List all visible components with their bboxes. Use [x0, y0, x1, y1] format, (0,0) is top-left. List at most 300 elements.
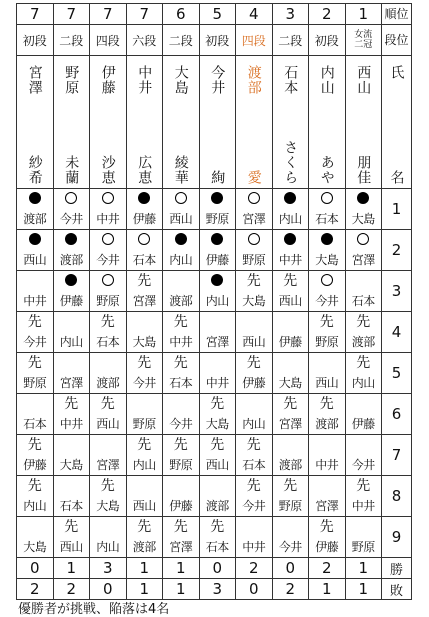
first-move-mark: 先 — [283, 396, 298, 412]
rank-cell — [17, 4, 54, 25]
round-number-cell — [382, 189, 412, 230]
player-given: 沙恵 — [99, 155, 116, 185]
player-surname: 西山 — [355, 65, 372, 95]
losses-cell — [90, 579, 127, 600]
first-move-mark: 先 — [246, 437, 261, 453]
round-number-cell — [382, 517, 412, 558]
result-cell — [236, 271, 273, 312]
opponent-name: 野原 — [242, 253, 266, 267]
black-circle-icon — [29, 192, 41, 204]
opponent-name: 大島 — [205, 417, 229, 431]
opponent-name: 宮澤 — [132, 294, 156, 308]
opponent-name: 渡部 — [315, 417, 339, 431]
opponent-name: 渡部 — [132, 540, 156, 554]
opponent-name: 石本 — [351, 294, 375, 308]
dan-value: 四段 — [95, 33, 120, 48]
result-cell — [17, 435, 54, 476]
player-given: 綾華 — [172, 155, 189, 185]
result-cell — [272, 394, 309, 435]
losses-label: 敗 — [389, 583, 403, 599]
opponent-name: 中井 — [242, 540, 266, 554]
wins-cell — [272, 558, 309, 579]
losses-cell — [53, 579, 90, 600]
result-cell — [163, 230, 200, 271]
losses-value: 0 — [248, 580, 259, 598]
first-move-mark: 先 — [356, 314, 371, 330]
rank-value: 2 — [321, 5, 332, 23]
round-number: 5 — [391, 364, 402, 382]
black-circle-icon — [211, 233, 223, 245]
round-row — [17, 476, 412, 517]
result-cell — [90, 353, 127, 394]
name-cell — [53, 56, 90, 189]
result-cell — [199, 271, 236, 312]
opponent-name: 中井 — [59, 417, 83, 431]
first-move-mark: 先 — [100, 314, 115, 330]
white-circle-icon — [357, 233, 369, 245]
result-cell — [17, 476, 54, 517]
losses-cell — [236, 579, 273, 600]
result-cell — [163, 312, 200, 353]
round-number-cell — [382, 353, 412, 394]
dan-cell — [163, 25, 200, 56]
losses-value: 1 — [175, 580, 186, 598]
wins-cell — [163, 558, 200, 579]
result-cell — [126, 394, 163, 435]
win-mark-icon — [309, 233, 345, 248]
wins-value: 2 — [248, 559, 259, 577]
wins-value: 1 — [358, 559, 369, 577]
name-cell — [126, 56, 163, 189]
rank-header — [382, 4, 412, 25]
result-cell — [236, 517, 273, 558]
result-cell — [126, 353, 163, 394]
result-cell — [199, 517, 236, 558]
opponent-name: 伊藤 — [59, 294, 83, 308]
losses-value: 2 — [285, 580, 296, 598]
first-move-mark: 先 — [27, 355, 42, 371]
player-given: 朋佳 — [355, 155, 372, 185]
result-cell — [90, 230, 127, 271]
result-cell — [309, 353, 346, 394]
opponent-name: 大島 — [278, 376, 302, 390]
losses-cell — [17, 579, 54, 600]
result-cell — [236, 476, 273, 517]
dan-row — [17, 25, 412, 56]
result-cell — [199, 189, 236, 230]
rank-value: 4 — [248, 5, 259, 23]
opponent-name: 石本 — [132, 253, 156, 267]
result-cell — [272, 230, 309, 271]
loss-mark-icon — [127, 233, 163, 248]
result-cell — [236, 230, 273, 271]
white-circle-icon — [138, 233, 150, 245]
result-cell — [272, 312, 309, 353]
opponent-name: 野原 — [169, 458, 193, 472]
result-cell — [17, 189, 54, 230]
result-cell — [345, 230, 382, 271]
dan-cell — [53, 25, 90, 56]
player-given: 愛 — [245, 170, 262, 185]
opponent-name: 大島 — [242, 294, 266, 308]
rank-cell — [309, 4, 346, 25]
result-cell — [345, 435, 382, 476]
opponent-name: 大島 — [96, 499, 120, 513]
losses-value: 2 — [66, 580, 77, 598]
opponent-name: 石本 — [315, 212, 339, 226]
result-cell — [163, 353, 200, 394]
opponent-name: 宮澤 — [242, 212, 266, 226]
result-cell — [345, 517, 382, 558]
result-cell — [272, 435, 309, 476]
rank-value: 5 — [212, 5, 223, 23]
dan-value: 初段 — [22, 33, 47, 48]
first-move-mark: 先 — [356, 355, 371, 371]
losses-value: 2 — [29, 580, 40, 598]
win-mark-icon — [200, 274, 236, 289]
dan-label: 段位 — [384, 33, 409, 47]
opponent-name: 中井 — [23, 294, 47, 308]
white-circle-icon — [248, 192, 260, 204]
black-circle-icon — [321, 233, 333, 245]
first-move-mark: 先 — [173, 519, 188, 535]
rank-cell — [163, 4, 200, 25]
opponent-name: 内山 — [351, 376, 375, 390]
opponent-name: 宮澤 — [59, 376, 83, 390]
opponent-name: 伊藤 — [23, 458, 47, 472]
loss-mark-icon — [90, 233, 126, 248]
opponent-name: 西山 — [169, 212, 193, 226]
loss-mark-icon — [346, 233, 382, 248]
player-surname: 渡部 — [245, 65, 262, 95]
result-cell — [126, 312, 163, 353]
first-move-mark: 先 — [319, 396, 334, 412]
opponent-name: 渡部 — [278, 458, 302, 472]
result-cell — [90, 312, 127, 353]
rank-value: 6 — [175, 5, 186, 23]
opponent-name: 今井 — [132, 376, 156, 390]
opponent-name: 西山 — [205, 458, 229, 472]
rank-value: 7 — [139, 5, 150, 23]
first-move-mark: 先 — [100, 396, 115, 412]
wins-label: 勝 — [389, 562, 403, 578]
wins-value: 1 — [139, 559, 150, 577]
opponent-name: 野原 — [278, 499, 302, 513]
dan-cell — [90, 25, 127, 56]
player-surname: 伊藤 — [99, 65, 116, 95]
round-number-cell — [382, 476, 412, 517]
result-cell — [199, 353, 236, 394]
name-cell — [17, 56, 54, 189]
result-cell — [53, 189, 90, 230]
name-header — [382, 56, 412, 189]
rank-cell — [53, 4, 90, 25]
opponent-name: 石本 — [23, 417, 47, 431]
wins-value: 3 — [102, 559, 113, 577]
opponent-name: 今井 — [278, 540, 302, 554]
opponent-name: 大島 — [23, 540, 47, 554]
first-move-mark: 先 — [283, 273, 298, 289]
wins-cell — [309, 558, 346, 579]
dan-cell — [17, 25, 54, 56]
round-number: 7 — [391, 446, 402, 464]
result-cell — [309, 435, 346, 476]
first-move-mark: 先 — [210, 519, 225, 535]
result-cell — [90, 189, 127, 230]
wins-value: 0 — [285, 559, 296, 577]
result-cell — [90, 476, 127, 517]
result-cell — [53, 517, 90, 558]
first-move-mark: 先 — [27, 437, 42, 453]
round-row — [17, 312, 412, 353]
rank-row — [17, 4, 412, 25]
result-cell — [345, 189, 382, 230]
result-cell — [163, 394, 200, 435]
round-number-cell — [382, 435, 412, 476]
opponent-name: 伊藤 — [169, 499, 193, 513]
rank-value: 3 — [285, 5, 296, 23]
opponent-name: 西山 — [23, 253, 47, 267]
rank-cell — [345, 4, 382, 25]
result-cell — [53, 353, 90, 394]
result-cell — [345, 476, 382, 517]
rank-value: 7 — [102, 5, 113, 23]
first-move-mark: 先 — [64, 396, 79, 412]
wins-row — [17, 558, 412, 579]
opponent-name: 内山 — [169, 253, 193, 267]
opponent-name: 宮澤 — [169, 540, 193, 554]
dan-cell — [345, 25, 382, 56]
result-cell — [345, 271, 382, 312]
dan-cell — [309, 25, 346, 56]
player-surname: 内山 — [318, 65, 335, 95]
loss-mark-icon — [163, 192, 199, 207]
opponent-name: 内山 — [23, 499, 47, 513]
round-row — [17, 517, 412, 558]
first-move-mark: 先 — [173, 314, 188, 330]
result-cell — [126, 517, 163, 558]
white-circle-icon — [102, 274, 114, 286]
wins-value: 0 — [212, 559, 223, 577]
name-cell — [199, 56, 236, 189]
wins-value: 0 — [29, 559, 40, 577]
first-move-mark: 先 — [246, 273, 261, 289]
player-surname: 石本 — [282, 65, 299, 95]
opponent-name: 伊藤 — [205, 253, 229, 267]
dan-value: 女流二冠 — [354, 30, 373, 50]
first-move-mark: 先 — [100, 478, 115, 494]
result-cell — [236, 394, 273, 435]
first-move-mark: 先 — [27, 478, 42, 494]
player-given: 紗希 — [26, 155, 43, 185]
first-move-mark: 先 — [137, 273, 152, 289]
opponent-name: 野原 — [132, 417, 156, 431]
round-number-cell — [382, 271, 412, 312]
dan-cell — [126, 25, 163, 56]
losses-row — [17, 579, 412, 600]
round-row — [17, 435, 412, 476]
dan-value: 初段 — [314, 33, 339, 48]
black-circle-icon — [138, 192, 150, 204]
loss-mark-icon — [90, 274, 126, 289]
round-number: 4 — [391, 323, 402, 341]
opponent-name: 西山 — [242, 335, 266, 349]
result-cell — [272, 517, 309, 558]
black-circle-icon — [65, 274, 77, 286]
white-circle-icon — [248, 233, 260, 245]
player-surname: 宮澤 — [26, 65, 43, 95]
result-cell — [163, 435, 200, 476]
opponent-name: 野原 — [96, 294, 120, 308]
opponent-name: 野原 — [205, 212, 229, 226]
round-row — [17, 189, 412, 230]
opponent-name: 西山 — [315, 376, 339, 390]
round-number-cell — [382, 312, 412, 353]
losses-cell — [163, 579, 200, 600]
result-cell — [309, 476, 346, 517]
player-given: 広恵 — [136, 155, 153, 185]
round-number: 6 — [391, 405, 402, 423]
opponent-name: 中井 — [205, 376, 229, 390]
name-cell — [163, 56, 200, 189]
losses-value: 0 — [102, 580, 113, 598]
result-cell — [90, 271, 127, 312]
dan-value: 二段 — [168, 33, 193, 48]
result-cell — [163, 517, 200, 558]
wins-cell — [126, 558, 163, 579]
result-cell — [309, 271, 346, 312]
white-circle-icon — [321, 274, 333, 286]
name-cell — [272, 56, 309, 189]
opponent-name: 宮澤 — [315, 499, 339, 513]
opponent-name: 宮澤 — [351, 253, 375, 267]
first-move-mark: 先 — [246, 355, 261, 371]
loss-mark-icon — [90, 192, 126, 207]
result-cell — [53, 230, 90, 271]
first-move-mark: 先 — [137, 355, 152, 371]
opponent-name: 石本 — [242, 458, 266, 472]
result-cell — [90, 394, 127, 435]
first-move-mark: 先 — [319, 314, 334, 330]
result-cell — [17, 353, 54, 394]
player-given: さくら — [282, 140, 299, 185]
opponent-name: 中井 — [169, 335, 193, 349]
result-cell — [53, 312, 90, 353]
result-cell — [53, 271, 90, 312]
losses-value: 1 — [139, 580, 150, 598]
opponent-name: 渡部 — [23, 212, 47, 226]
rank-cell — [126, 4, 163, 25]
losses-value: 3 — [212, 580, 223, 598]
opponent-name: 大島 — [132, 335, 156, 349]
dan-cell — [236, 25, 273, 56]
opponent-name: 渡部 — [96, 376, 120, 390]
opponent-name: 石本 — [169, 376, 193, 390]
black-circle-icon — [65, 233, 77, 245]
opponent-name: 石本 — [59, 499, 83, 513]
result-cell — [272, 189, 309, 230]
result-cell — [236, 312, 273, 353]
result-cell — [199, 230, 236, 271]
result-cell — [199, 394, 236, 435]
first-move-mark: 先 — [137, 437, 152, 453]
result-cell — [163, 271, 200, 312]
opponent-name: 野原 — [315, 335, 339, 349]
wins-value: 1 — [66, 559, 77, 577]
wins-cell — [345, 558, 382, 579]
first-move-mark: 先 — [319, 519, 334, 535]
opponent-name: 中井 — [351, 499, 375, 513]
win-mark-icon — [17, 192, 53, 207]
first-move-mark: 先 — [356, 478, 371, 494]
round-number-cell — [382, 230, 412, 271]
win-mark-icon — [54, 233, 90, 248]
first-move-mark: 先 — [173, 437, 188, 453]
result-cell — [199, 312, 236, 353]
result-cell — [17, 271, 54, 312]
first-move-mark: 先 — [210, 437, 225, 453]
first-move-mark: 先 — [27, 314, 42, 330]
loss-mark-icon — [236, 233, 272, 248]
result-cell — [309, 230, 346, 271]
result-cell — [17, 230, 54, 271]
black-circle-icon — [211, 274, 223, 286]
loss-mark-icon — [309, 274, 345, 289]
result-cell — [126, 271, 163, 312]
result-cell — [53, 435, 90, 476]
win-mark-icon — [17, 233, 53, 248]
first-move-mark: 先 — [246, 478, 261, 494]
opponent-name: 渡部 — [169, 294, 193, 308]
wins-cell — [53, 558, 90, 579]
wins-cell — [90, 558, 127, 579]
opponent-name: 石本 — [205, 540, 229, 554]
wins-cell — [236, 558, 273, 579]
player-surname: 中井 — [136, 65, 153, 95]
round-row — [17, 271, 412, 312]
black-circle-icon — [284, 192, 296, 204]
result-cell — [345, 394, 382, 435]
result-cell — [163, 476, 200, 517]
black-circle-icon — [357, 192, 369, 204]
opponent-name: 西山 — [132, 499, 156, 513]
opponent-name: 宮澤 — [278, 417, 302, 431]
loss-mark-icon — [54, 192, 90, 207]
player-given: 絢 — [209, 170, 226, 185]
win-mark-icon — [273, 233, 309, 248]
opponent-name: 伊藤 — [351, 417, 375, 431]
round-number: 1 — [391, 200, 402, 218]
round-row — [17, 394, 412, 435]
loss-mark-icon — [236, 192, 272, 207]
round-number: 9 — [391, 528, 402, 546]
opponent-name: 伊藤 — [278, 335, 302, 349]
result-cell — [17, 394, 54, 435]
rank-value: 7 — [29, 5, 40, 23]
win-mark-icon — [273, 192, 309, 207]
player-surname: 今井 — [209, 65, 226, 95]
opponent-name: 大島 — [315, 253, 339, 267]
white-circle-icon — [102, 233, 114, 245]
opponent-name: 渡部 — [351, 335, 375, 349]
rank-cell — [199, 4, 236, 25]
name-label-bottom: 名 — [388, 170, 405, 185]
loss-mark-icon — [309, 192, 345, 207]
round-row — [17, 353, 412, 394]
dan-cell — [272, 25, 309, 56]
rank-value: 1 — [358, 5, 369, 23]
name-cell — [90, 56, 127, 189]
